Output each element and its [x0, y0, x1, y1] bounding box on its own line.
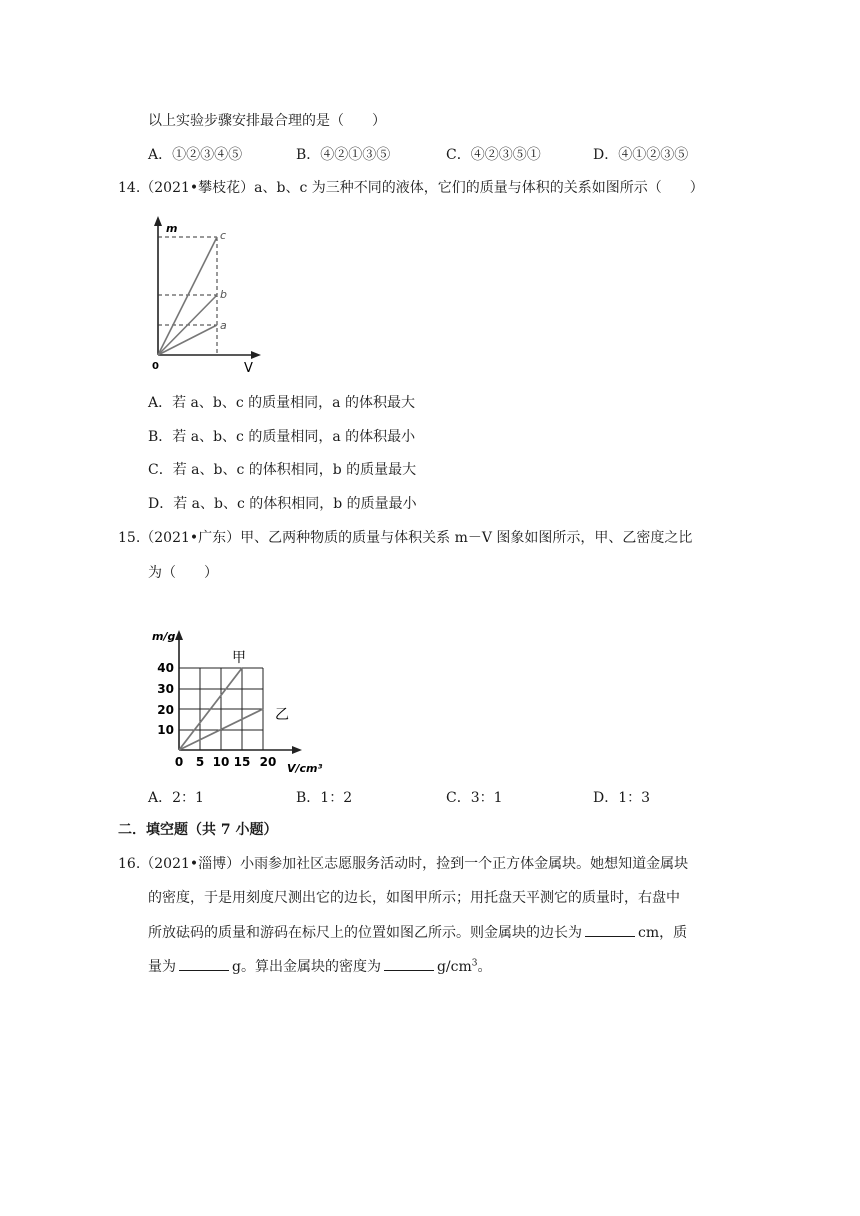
q13-option-d: D．④①②③⑤: [593, 147, 689, 163]
q15-label-yi: 乙: [275, 707, 289, 723]
q15-x-tick-0: 0: [174, 755, 184, 769]
q14-line-c: [158, 237, 217, 355]
q13-option-a: A．①②③④⑤: [148, 147, 243, 163]
q16-line4-text: 量为: [148, 959, 176, 975]
q13-option-c: C．④②③⑤①: [446, 147, 541, 163]
q16-end: 。: [477, 959, 492, 975]
q15-option-d: D．1：3: [593, 790, 651, 806]
q15-stem-line1: 15.（2021•广东）甲、乙两种物质的质量与体积关系 m－V 图象如图所示，甲、乙密度之比: [118, 530, 693, 546]
q15-y-tick-40: 40: [157, 661, 174, 675]
q14-stem: 14.（2021•攀枝花）a、b、c 为三种不同的液体，它们的质量与体积的关系如图所示（ ）: [118, 180, 704, 196]
q16-unit-density-sup: 3: [471, 958, 478, 969]
q16-unit-g: g。算出金属块的密度为: [232, 959, 381, 975]
q14-label-a: a: [220, 319, 227, 332]
q15-grid: [179, 668, 263, 750]
q14-x-label: V: [244, 361, 253, 375]
q16-line3: [148, 922, 687, 943]
section-title-fill-in: 二．填空题（共 7 小题）: [118, 822, 278, 838]
q14-option-b: B．若 a、b、c 的质量相同，a 的体积最小: [148, 429, 416, 445]
q15-option-a: A．2：1: [148, 790, 204, 806]
q14-origin-label: 0: [152, 361, 159, 372]
q15-x-tick-5: 5: [195, 755, 205, 769]
q15-y-tick-20: 20: [157, 703, 174, 717]
q15-option-b: B．1：2: [296, 790, 353, 806]
q15-x-arrow: [292, 746, 302, 754]
q15-x-axis-label: V/cm³: [287, 762, 323, 775]
q15-y-axis-label: m/g: [152, 630, 176, 643]
q16-blank-edge-length[interactable]: [585, 922, 635, 937]
q16-line2: 的密度，于是用刻度尺测出它的边长，如图甲所示；用托盘天平测它的质量时，右盘中: [148, 890, 680, 906]
q15-y-arrow: [175, 630, 183, 640]
q14-y-label: m: [166, 222, 178, 235]
q16-blank-density[interactable]: [384, 956, 434, 971]
q15-option-c: C．3：1: [446, 790, 503, 806]
q14-line-a: [158, 325, 217, 355]
q15-stem-line2: 为（ ）: [148, 565, 218, 581]
q16-unit-cm: cm，质: [638, 925, 688, 941]
q14-x-arrow: [251, 351, 261, 359]
q14-label-b: b: [220, 288, 227, 301]
q15-y-tick-30: 30: [157, 682, 174, 696]
q14-option-a: A．若 a、b、c 的质量相同，a 的体积最大: [148, 395, 415, 411]
q16-unit-density: g/cm: [436, 959, 472, 975]
q14-y-arrow: [154, 216, 162, 226]
q16-line3-text: 所放砝码的质量和游码在标尺上的位置如图乙所示。则金属块的边长为: [148, 925, 582, 941]
q15-x-tick-20: 20: [259, 755, 277, 769]
q13-stem: 以上实验步骤安排最合理的是（ ）: [148, 113, 386, 129]
q16-line4: [148, 956, 492, 977]
q13-option-b: B．④②①③⑤: [296, 147, 391, 163]
q14-option-d: D．若 a、b、c 的体积相同，b 的质量最小: [148, 496, 417, 512]
q15-x-tick-10: 10: [212, 755, 230, 769]
q14-mass-volume-graph: [140, 210, 270, 375]
q15-mass-volume-grid-graph: [148, 622, 338, 782]
q14-option-c: C．若 a、b、c 的体积相同，b 的质量最大: [148, 462, 417, 478]
q15-y-tick-10: 10: [157, 723, 174, 737]
q16-line1: 16.（2021•淄博）小雨参加社区志愿服务活动时，捡到一个正方体金属块。她想知道金属块: [118, 856, 689, 872]
q15-x-tick-15: 15: [233, 755, 251, 769]
q16-blank-mass[interactable]: [179, 956, 229, 971]
q14-label-c: c: [220, 229, 227, 242]
q15-label-jia: 甲: [232, 650, 246, 666]
